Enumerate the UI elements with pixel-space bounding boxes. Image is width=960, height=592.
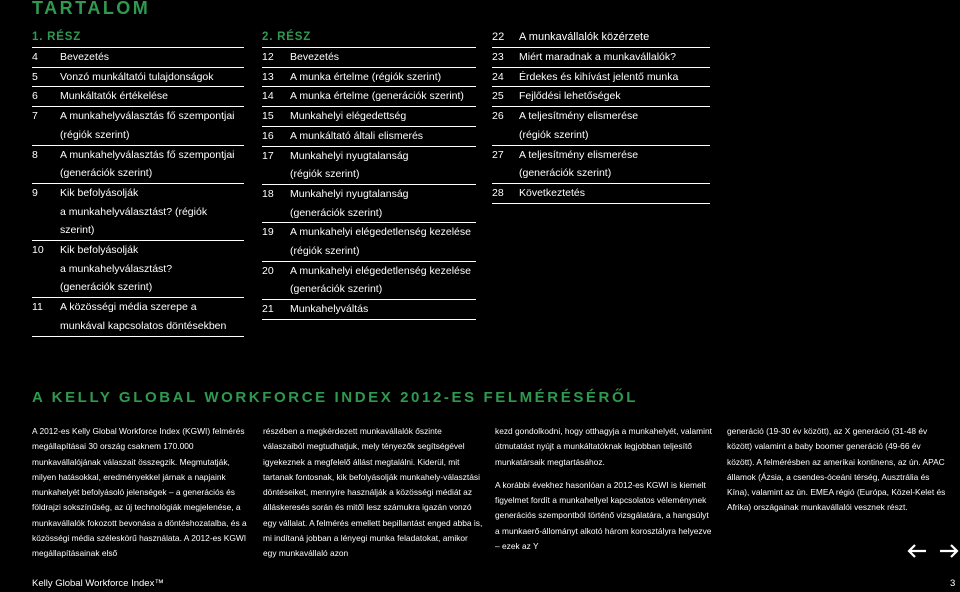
body-paragraph: generáció (19-30 év között), az X generáció (31-48 év között) valamint a baby boomer generáció (49-66 év között). A felmérésben az amerikai kontinens, az ún. APAC államok (Ázsia, a csendes-óceáni térség, Ausztrália és Kína), valamint az ún. EMEA régió (Európa, Közel-Kelet és Afrika) országainak munkavállalói vesznek részt. — [727, 426, 946, 513]
toc-page-number: 22 — [492, 31, 505, 43]
toc-page-number: 15 — [262, 110, 274, 123]
toc-entry[interactable] — [492, 48, 710, 68]
body-paragraph: kezd gondolkodni, hogy otthagyja a munkahelyét, valamint útmutatást nyújt a munkáltatóknak legjobban teljesítő munkatársaik megtartásához. — [495, 426, 712, 467]
toc-page-number: 26 — [492, 110, 504, 123]
toc-entry[interactable] — [262, 262, 476, 300]
toc-entry[interactable] — [32, 48, 244, 68]
toc-entry[interactable] — [492, 184, 710, 204]
toc-page-number: 25 — [492, 90, 504, 103]
page-number: 3 — [950, 578, 956, 589]
toc-entry-label: A közösségi média szerepe a munkával kapcsolatos döntésekben — [60, 301, 227, 332]
toc-entry-label: A munkahelyválasztás fő szempontjai (generációk szerint) — [60, 148, 235, 180]
body-column-3 — [495, 424, 715, 554]
toc-entry[interactable] — [32, 87, 244, 107]
toc-entry[interactable] — [492, 146, 710, 184]
toc-page-number: 7 — [32, 110, 38, 123]
toc-page-number: 14 — [262, 90, 274, 103]
toc-entry-label: Miért maradnak a munkavállalók? — [519, 51, 676, 63]
toc-page-number: 8 — [32, 148, 38, 161]
toc-entry-label: Érdekes és kihívást jelentő munka — [519, 70, 679, 83]
toc-entry[interactable] — [262, 300, 476, 320]
toc-entry-label: Vonzó munkáltatói tulajdonságok — [60, 70, 214, 83]
toc-entry[interactable] — [262, 127, 476, 147]
body-column-1 — [32, 424, 252, 562]
toc-page-number: 6 — [32, 90, 38, 103]
toc-entry-label: Munkáltatók értékelése — [60, 90, 168, 103]
page-title: TARTALOM — [32, 0, 151, 18]
toc-page-number: 16 — [262, 129, 274, 142]
toc-column-3 — [492, 28, 710, 204]
toc-entry-label: A teljesítmény elismerése (régiók szerint) — [519, 110, 639, 141]
toc-entry[interactable] — [492, 28, 710, 48]
toc-entry[interactable] — [32, 107, 244, 145]
toc-entry-label: A munkahelyi elégedetlenség kezelése (generációk szerint) — [290, 264, 471, 296]
toc-page-number: 18 — [262, 187, 274, 200]
body-column-2 — [263, 424, 483, 562]
toc-entry[interactable] — [262, 107, 476, 127]
toc-entry-label: Munkahelyváltás — [290, 303, 369, 316]
toc-entry[interactable] — [262, 185, 476, 223]
toc-column-1 — [32, 28, 244, 337]
toc-entry[interactable] — [32, 184, 244, 241]
toc-page-number: 10 — [32, 244, 44, 257]
section-heading: A KELLY GLOBAL WORKFORCE INDEX 2012-ES FELMÉRÉSÉRŐL — [32, 389, 639, 406]
toc-entry[interactable] — [32, 241, 244, 298]
toc-entry[interactable] — [262, 147, 476, 185]
toc-entry-label: Munkahelyi nyugtalanság (generációk szerint) — [290, 187, 409, 219]
toc-entry-label: A munkavállalók közérzete — [519, 31, 650, 43]
toc-entry[interactable] — [262, 48, 476, 68]
toc-part-1-heading: 1. RÉSZ — [32, 28, 244, 48]
toc-entry[interactable] — [262, 223, 476, 261]
toc-entry-label: A munkahelyi elégedetlenség kezelése (régiók szerint) — [290, 226, 471, 258]
toc-entry-label: A munkáltató általi elismerés — [290, 129, 424, 142]
toc-page-number: 23 — [492, 51, 504, 63]
footer-brand: Kelly Global Workforce Index™ — [32, 578, 164, 589]
toc-page-number: 27 — [492, 148, 504, 161]
toc-entry[interactable] — [32, 298, 244, 336]
toc-page-number: 19 — [262, 226, 274, 239]
page-navigation — [906, 543, 960, 559]
body-column-4 — [727, 424, 947, 516]
toc-entry-label: Munkahelyi nyugtalanság (régiók szerint) — [290, 149, 409, 181]
toc-page-number: 21 — [262, 303, 274, 316]
toc-page-number: 9 — [32, 186, 38, 199]
arrow-right-icon[interactable] — [938, 543, 960, 559]
toc-page-number: 17 — [262, 149, 274, 162]
toc-entry[interactable] — [492, 107, 710, 145]
toc-entry[interactable] — [492, 68, 710, 88]
toc-page-number: 12 — [262, 51, 274, 63]
toc-entry[interactable] — [492, 87, 710, 107]
toc-page-number: 20 — [262, 264, 274, 277]
toc-column-2 — [262, 28, 476, 320]
body-paragraph: A 2012-es Kelly Global Workforce Index (KGWI) felmérés megállapításai 30 ország csaknem 170.000 munkavállalójának válaszait összegzik. Megmutatják, milyen hatásokkal, eredményekkel járnak a napjaink munkahelyét befolyásoló jelenségek – a generációs és földrajzi sokszínűség, az új technológiák megjelenése, a munkavállalók fokozott bevonása a döntéshozatalba, és a közösségi média széleskörű használata. A 2012-es KGWI megállapításainak első — [32, 426, 247, 559]
toc-entry-label: A munkahelyválasztás fő szempontjai (régiók szerint) — [60, 110, 235, 141]
toc-page-number: 11 — [32, 301, 43, 314]
toc-entry[interactable] — [262, 68, 476, 88]
toc-entry[interactable] — [32, 68, 244, 88]
toc-entry-label: Következtetés — [519, 186, 585, 199]
toc-page-number: 13 — [262, 70, 274, 83]
toc-entry-label: Kik befolyásolják a munkahelyválasztást? (régiók szerint) — [60, 186, 208, 237]
toc-entry[interactable] — [32, 146, 244, 184]
toc-entry-label: A teljesítmény elismerése (generációk szerint) — [519, 148, 639, 180]
toc-entry-label: Kik befolyásolják a munkahelyválasztást? (generációk szerint) — [60, 244, 173, 294]
toc-entry-label: Munkahelyi elégedettség — [290, 110, 407, 123]
toc-page-number: 24 — [492, 70, 504, 83]
toc-entry-label: A munka értelme (régiók szerint) — [290, 70, 442, 83]
toc-page-number: 4 — [32, 51, 38, 63]
toc-entry-label: Bevezetés — [290, 51, 340, 63]
toc-entry-label: Fejlődési lehetőségek — [519, 90, 621, 103]
toc-page-number: 28 — [492, 186, 504, 199]
toc-entry[interactable] — [262, 87, 476, 107]
toc-entry-label: A munka értelme (generációk szerint) — [290, 90, 464, 103]
toc-part-2-heading: 2. RÉSZ — [262, 28, 476, 48]
body-paragraph: részében a megkérdezett munkavállalók őszinte válaszaiból megtudhatjuk, mely tényezők segítségével igyekeznek a megfelelő állást megtalálni. Kiderül, mit tartanak fontosnak, kik befolyásolják munkahely-választási döntéseiket, mennyire használják a közösségi médiát az álláskeresés során és mitől lesz számukra igazán vonzó egy vállalat. A felmérés emellett bepillantást enged abba is, mi indítaná jobban a lényegi munka feladatokat, amikor egy munkavállaló azon — [263, 426, 483, 559]
toc-page-number: 5 — [32, 70, 38, 83]
body-paragraph: A korábbi évekhez hasonlóan a 2012-es KGWI is kiemelt figyelmet fordít a munkahellyel kapcsolatos véleménynek generációs szempontból történő vizsgálatára, a hangsúlyt a munkaerő-állományt alkotó három korosztályra helyezve – ezek az Y — [495, 479, 712, 552]
arrow-left-icon[interactable] — [906, 543, 928, 559]
toc-entry-label: Bevezetés — [60, 51, 110, 63]
